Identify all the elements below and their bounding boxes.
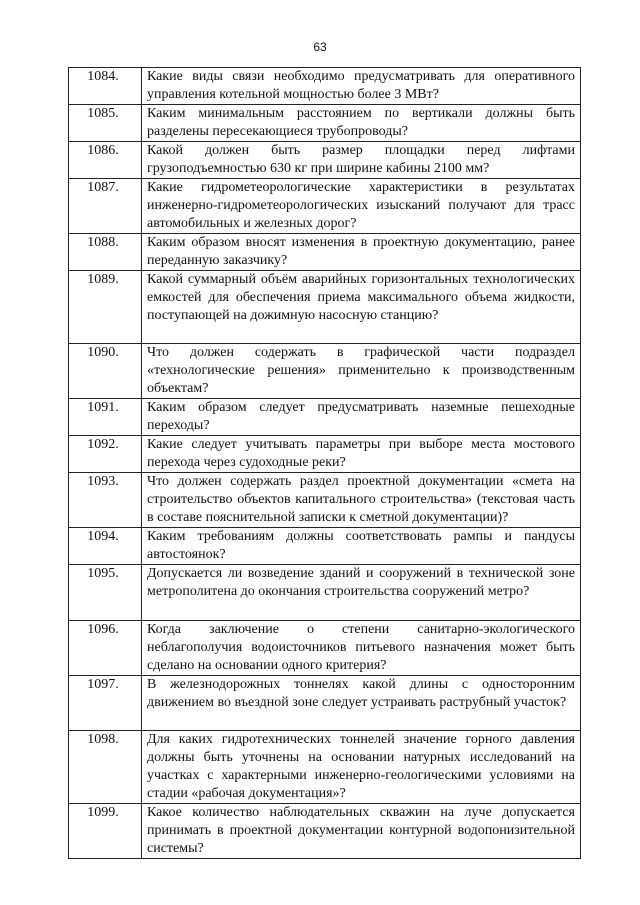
question-number: 1095. bbox=[69, 565, 142, 621]
question-text: Какие виды связи необходимо предусматривать для оперативного управления котельной мощностью более 3 МВт? bbox=[142, 68, 581, 105]
table-row bbox=[69, 142, 581, 179]
question-text: Каким минимальным расстоянием по вертикали должны быть разделены пересекающиеся трубопроводы? bbox=[142, 105, 581, 142]
table-row bbox=[69, 399, 581, 436]
table-row bbox=[69, 473, 581, 528]
question-text: Каким требованиям должны соответствовать рампы и пандусы автостоянок? bbox=[142, 528, 581, 565]
question-text: Когда заключение о степени санитарно-экологического неблагополучия водоисточников питьевого назначения может быть сделано на основании одного критерия? bbox=[142, 621, 581, 676]
question-number: 1086. bbox=[69, 142, 142, 179]
question-text: Что должен содержать раздел проектной документации «смета на строительство объектов капитального строительства» (текстовая часть в составе пояснительной записки к сметной документации)? bbox=[142, 473, 581, 528]
table-row bbox=[69, 528, 581, 565]
table-row bbox=[69, 804, 581, 859]
question-text: В железнодорожных тоннелях какой длины с односторонним движением во въездной зоне следует устраивать раструбный участок? bbox=[142, 676, 581, 731]
question-text: Каким образом следует предусматривать наземные пешеходные переходы? bbox=[142, 399, 581, 436]
question-number: 1092. bbox=[69, 436, 142, 473]
question-number: 1085. bbox=[69, 105, 142, 142]
question-number: 1090. bbox=[69, 344, 142, 399]
question-text: Для каких гидротехнических тоннелей значение горного давления должны быть уточнены на основании натурных исследований на участках с характерными инженерно-геологическими условиями на стадии «рабочая документация»? bbox=[142, 731, 581, 804]
question-text: Каким образом вносят изменения в проектную документацию, ранее переданную заказчику? bbox=[142, 234, 581, 271]
question-number: 1094. bbox=[69, 528, 142, 565]
questions-table-body bbox=[69, 68, 581, 859]
table-row bbox=[69, 565, 581, 621]
table-row bbox=[69, 271, 581, 344]
question-number: 1097. bbox=[69, 676, 142, 731]
table-row bbox=[69, 436, 581, 473]
questions-table bbox=[68, 67, 581, 859]
question-text: Какие следует учитывать параметры при выборе места мостового перехода через судоходные реки? bbox=[142, 436, 581, 473]
table-row bbox=[69, 105, 581, 142]
table-row bbox=[69, 731, 581, 804]
table-row bbox=[69, 179, 581, 234]
table-row bbox=[69, 68, 581, 105]
question-number: 1084. bbox=[69, 68, 142, 105]
table-row bbox=[69, 344, 581, 399]
question-text: Какой должен быть размер площадки перед лифтами грузоподъемностью 630 кг при ширине кабины 2100 мм? bbox=[142, 142, 581, 179]
question-number: 1088. bbox=[69, 234, 142, 271]
question-text: Что должен содержать в графической части подраздел «технологические решения» применительно к производственным объектам? bbox=[142, 344, 581, 399]
question-number: 1096. bbox=[69, 621, 142, 676]
question-number: 1091. bbox=[69, 399, 142, 436]
question-number: 1089. bbox=[69, 271, 142, 344]
question-text: Какие гидрометеорологические характеристики в результатах инженерно-гидрометеорологических изысканий получают для трасс автомобильных и железных дорог? bbox=[142, 179, 581, 234]
question-text: Какой суммарный объём аварийных горизонтальных технологических емкостей для обеспечения приема максимального объема жидкости, поступающей на дожимную насосную станцию? bbox=[142, 271, 581, 344]
table-row bbox=[69, 234, 581, 271]
page-number: 63 bbox=[313, 40, 327, 54]
question-number: 1093. bbox=[69, 473, 142, 528]
question-number: 1098. bbox=[69, 731, 142, 804]
question-number: 1099. bbox=[69, 804, 142, 859]
table-row bbox=[69, 676, 581, 731]
table-row bbox=[69, 621, 581, 676]
question-text: Допускается ли возведение зданий и сооружений в технической зоне метрополитена до окончания строительства сооружений метро? bbox=[142, 565, 581, 621]
question-text: Какое количество наблюдательных скважин на луче допускается принимать в проектной документации контурной водопонизительной системы? bbox=[142, 804, 581, 859]
question-number: 1087. bbox=[69, 179, 142, 234]
